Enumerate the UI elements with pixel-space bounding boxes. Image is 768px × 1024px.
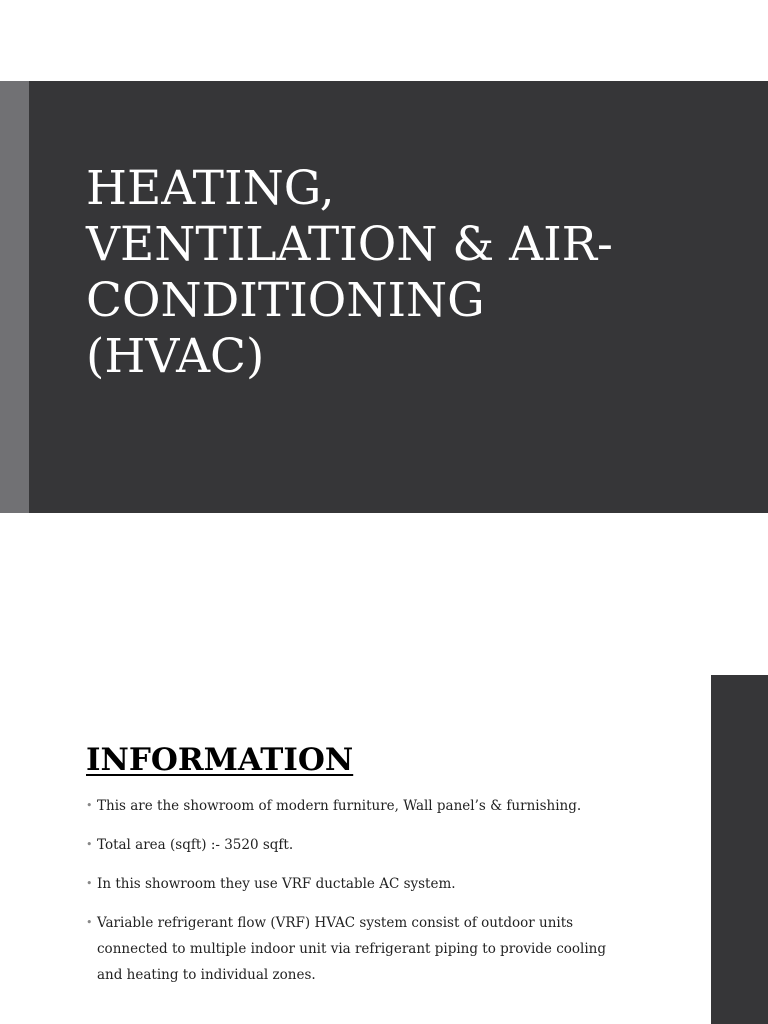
information-slide bbox=[0, 593, 768, 1024]
bullet-text: In this showroom they use VRF ductable AC system. bbox=[97, 876, 456, 892]
information-heading: INFORMATION bbox=[86, 742, 354, 778]
slide-title bbox=[86, 161, 706, 385]
bullet-text: Variable refrigerant flow (VRF) HVAC system consist of outdoor units connected to multiple indoor unit via refrigerant piping to provide cooling and heating to individual zones. bbox=[97, 915, 606, 983]
bullet-item bbox=[86, 871, 606, 897]
bullet-text: Total area (sqft) :- 3520 sqft. bbox=[97, 837, 294, 853]
bullet-item bbox=[86, 793, 606, 819]
bullet-icon: • bbox=[86, 916, 93, 929]
slide-title-line: CONDITIONING bbox=[86, 273, 485, 328]
bullet-item bbox=[86, 832, 606, 858]
title-slide bbox=[0, 81, 768, 513]
bullet-icon: • bbox=[86, 799, 93, 812]
information-slide-side-bar bbox=[711, 675, 768, 1024]
slide-title-line: (HVAC) bbox=[86, 329, 265, 384]
bullet-item bbox=[86, 910, 606, 988]
title-slide-accent-bar bbox=[0, 81, 29, 513]
bullet-icon: • bbox=[86, 838, 93, 851]
information-bullet-list bbox=[86, 793, 606, 1001]
bullet-text: This are the showroom of modern furniture, Wall panel’s & furnishing. bbox=[97, 798, 582, 814]
slide-title-line: VENTILATION & AIR- bbox=[86, 217, 613, 272]
slide-title-line: HEATING, bbox=[86, 161, 335, 216]
bullet-icon: • bbox=[86, 877, 93, 890]
